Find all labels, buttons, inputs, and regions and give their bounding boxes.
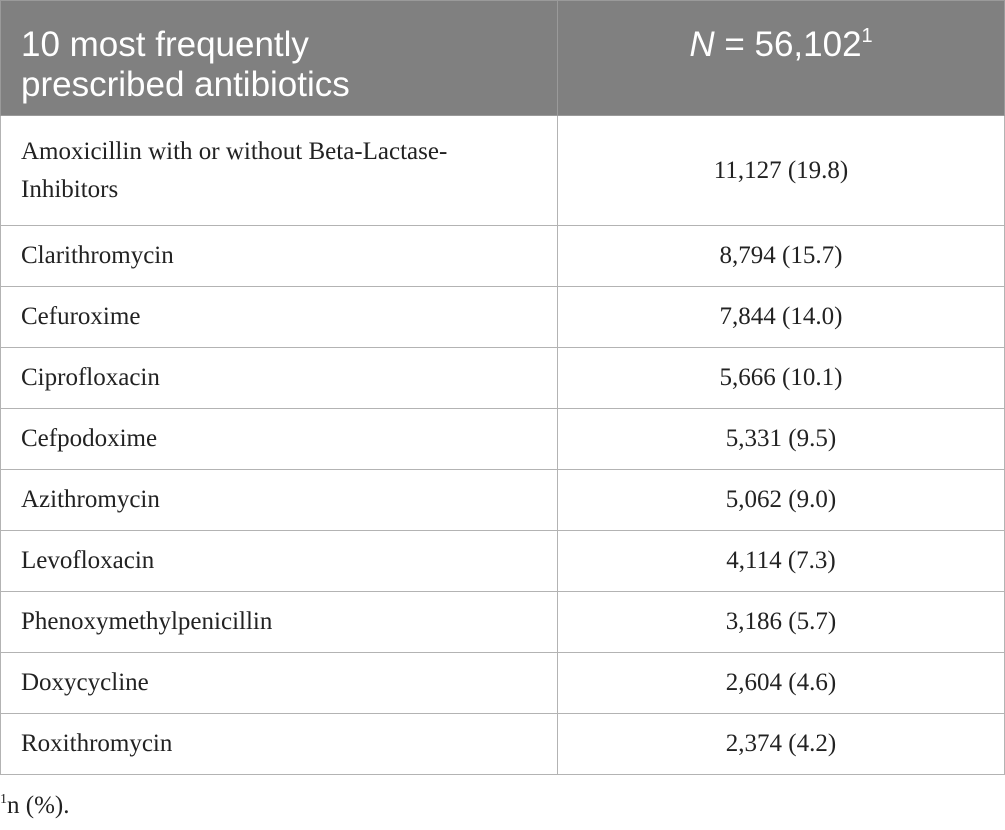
footnote-text: n (%). (7, 792, 70, 819)
header-antibiotics-line2: prescribed antibiotics (21, 65, 350, 104)
antibiotic-name-line2: Inhibitors (21, 175, 119, 203)
antibiotic-count: 2,604 (4.6) (558, 653, 1005, 714)
antibiotic-name: Phenoxymethylpenicillin (1, 592, 558, 653)
table-row (1, 226, 1005, 287)
antibiotic-name: Cefpodoxime (1, 409, 558, 470)
antibiotic-count: 5,331 (9.5) (558, 409, 1005, 470)
antibiotic-name: Doxycycline (1, 653, 558, 714)
antibiotic-name: Roxithromycin (1, 714, 558, 775)
table-row (1, 714, 1005, 775)
header-n-symbol: N (689, 25, 715, 64)
table-row (1, 409, 1005, 470)
antibiotic-name: Ciprofloxacin (1, 348, 558, 409)
table-row (1, 470, 1005, 531)
table-row (1, 592, 1005, 653)
antibiotic-name: Cefuroxime (1, 287, 558, 348)
antibiotic-name (1, 116, 558, 226)
header-n-superscript: 1 (861, 25, 873, 47)
antibiotic-count: 2,374 (4.2) (558, 714, 1005, 775)
antibiotic-name: Clarithromycin (1, 226, 558, 287)
table-row (1, 531, 1005, 592)
antibiotic-name: Azithromycin (1, 470, 558, 531)
table-row (1, 348, 1005, 409)
table-row (1, 653, 1005, 714)
header-antibiotics-line1: 10 most frequently (21, 25, 309, 64)
antibiotic-count: 5,666 (10.1) (558, 348, 1005, 409)
antibiotic-count: 8,794 (15.7) (558, 226, 1005, 287)
antibiotic-count: 3,186 (5.7) (558, 592, 1005, 653)
header-antibiotics (1, 1, 558, 116)
antibiotic-count: 4,114 (7.3) (558, 531, 1005, 592)
table-header-row (1, 1, 1005, 116)
header-total-n (558, 1, 1005, 116)
antibiotic-name: Levofloxacin (1, 531, 558, 592)
antibiotic-count: 7,844 (14.0) (558, 287, 1005, 348)
table-footnote (0, 792, 69, 820)
antibiotic-name-line1: Amoxicillin with or without Beta-Lactase- (21, 137, 448, 165)
table-row (1, 287, 1005, 348)
header-n-value: = 56,102 (714, 25, 862, 64)
table-row (1, 116, 1005, 226)
antibiotic-count: 11,127 (19.8) (558, 116, 1005, 226)
antibiotic-count: 5,062 (9.0) (558, 470, 1005, 531)
footnote-mark: 1 (0, 792, 7, 807)
